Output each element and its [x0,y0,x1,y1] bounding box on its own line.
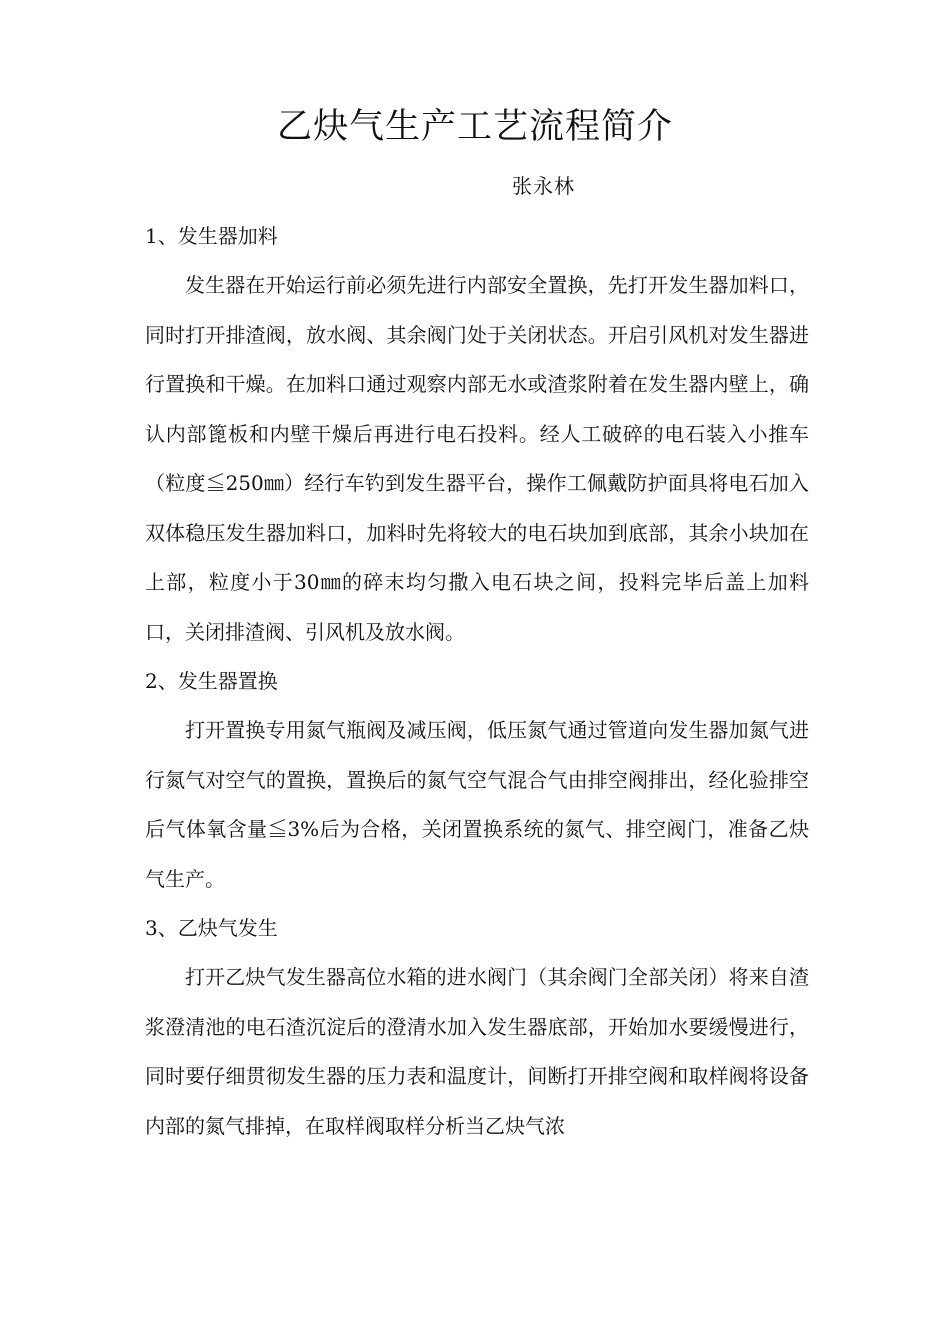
document-body [145,212,809,1151]
section-heading-1: 1、发生器加料 [145,224,278,248]
section-paragraph-2: 打开置换专用氮气瓶阀及减压阀，低压氮气通过管道向发生器加氮气进行氮气对空气的置换，置换后的氮气空气混合气由排空阀排出，经化验排空后气体氧含量≦3%后为合格，关闭置换系统的氮气、排空阀门，准备乙炔气生产。 [145,718,809,891]
section-paragraph-1: 发生器在开始运行前必须先进行内部安全置换，先打开发生器加料口，同时打开排渣阀，放水阀、其余阀门处于关闭状态。开启引风机对发生器进行置换和干燥。在加料口通过观察内部无水或渣浆附着在发生器内壁上，确认内部篦板和内壁干燥后再进行电石投料。经人工破碎的电石装入小推车（粒度≦250㎜）经行车钓到发生器平台，操作工佩戴防护面具将电石加入双体稳压发生器加料口，加料时先将较大的电石块加到底部，其余小块加在上部，粒度小于30㎜的碎末均匀撒入电石块之间，投料完毕后盖上加料口，关闭排渣阀、引风机及放水阀。 [145,273,809,644]
section-paragraph-3: 打开乙炔气发生器高位水箱的进水阀门（其余阀门全部关闭）将来自渣浆澄清池的电石渣沉淀后的澄清水加入发生器底部，开始加水要缓慢进行，同时要仔细贯彻发生器的压力表和温度计，间断打开排空阀和取样阀将设备内部的氮气排掉，在取样阀取样分析当乙炔气浓 [145,965,809,1138]
author-name: 张永林 [512,174,575,198]
document-title: 乙炔气生产工艺流程简介 [276,107,673,147]
section-heading-3: 3、乙炔气发生 [145,916,278,940]
section-heading-2: 2、发生器置换 [145,669,278,693]
